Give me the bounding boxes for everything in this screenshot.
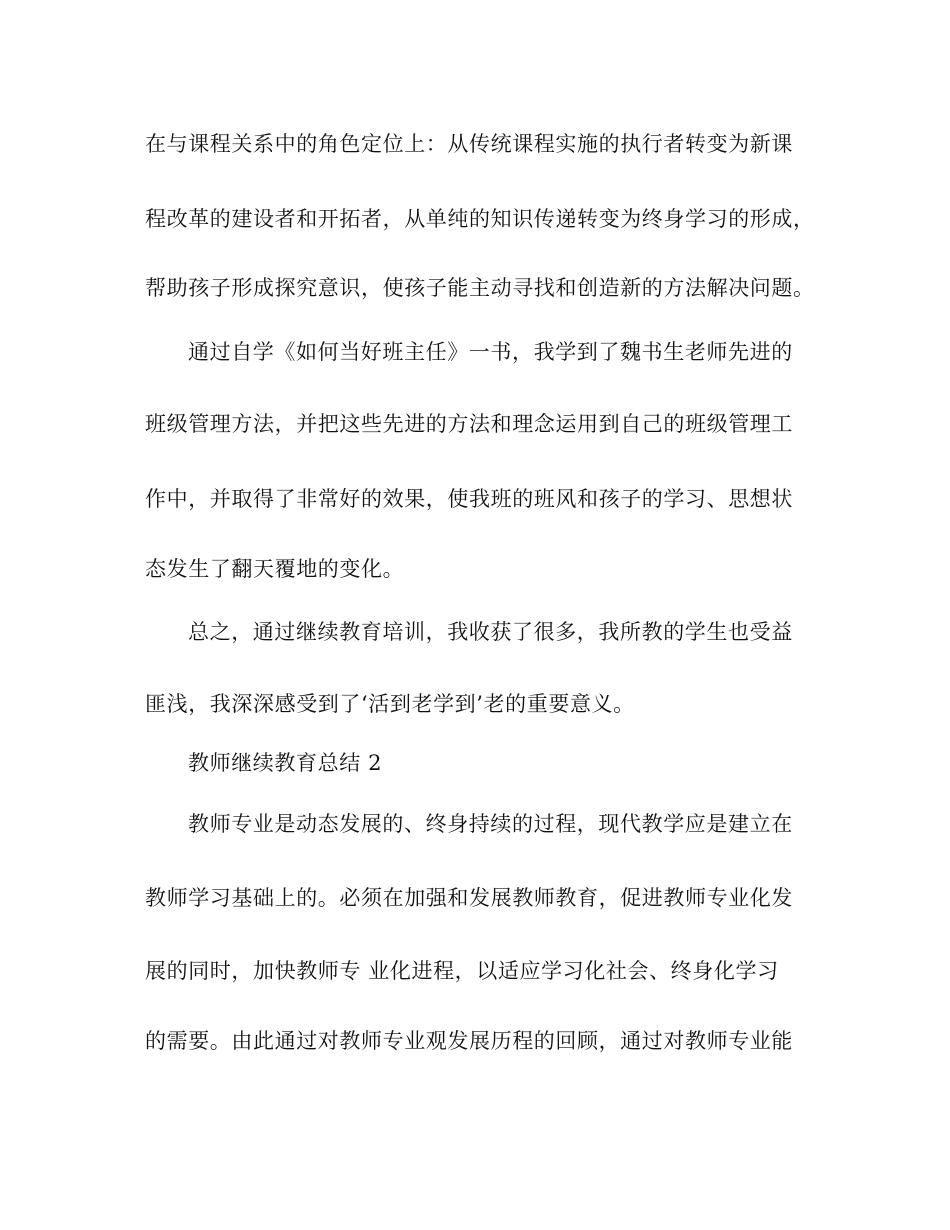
- text-line: 帮助孩子形成探究意识，使孩子能主动寻找和创造新的方法解决问题。: [145, 276, 815, 300]
- text-line: 的需要。由此通过对教师专业观发展历程的回顾，通过对教师专业能: [145, 1029, 793, 1053]
- text-line: 程改革的建设者和开拓者，从单纯的知识传递转变为终身学习的形成，: [145, 207, 815, 231]
- text-line: 在与课程关系中的角色定位上：从传统课程实施的执行者转变为新课: [145, 132, 793, 156]
- paragraph-first-line: 总之，通过继续教育培训，我收获了很多，我所教的学生也受益: [188, 620, 793, 644]
- paragraph-first-line: 教师专业是动态发展的、终身持续的过程，现代教学应是建立在: [188, 812, 793, 836]
- text-line: 教师学习基础上的。必须在加强和发展教师教育，促进教师专业化发: [145, 886, 793, 910]
- text-line: 班级管理方法，并把这些先进的方法和理念运用到自己的班级管理工: [145, 412, 793, 436]
- text-line: 展的同时，加快教师专 业化进程，以适应学习化社会、终身化学习: [145, 959, 779, 983]
- text-line: 匪浅，我深深感受到了‘活到老学到’老的重要意义。: [145, 692, 635, 716]
- paragraph-first-line: 通过自学《如何当好班主任》一书，我学到了魏书生老师先进的: [188, 340, 793, 364]
- text-line: 态发生了翻天覆地的变化。: [145, 557, 405, 581]
- section-heading: 教师继续教育总结 2: [188, 751, 383, 775]
- text-line: 作中，并取得了非常好的效果，使我班的班风和孩子的学习、思想状: [145, 487, 793, 511]
